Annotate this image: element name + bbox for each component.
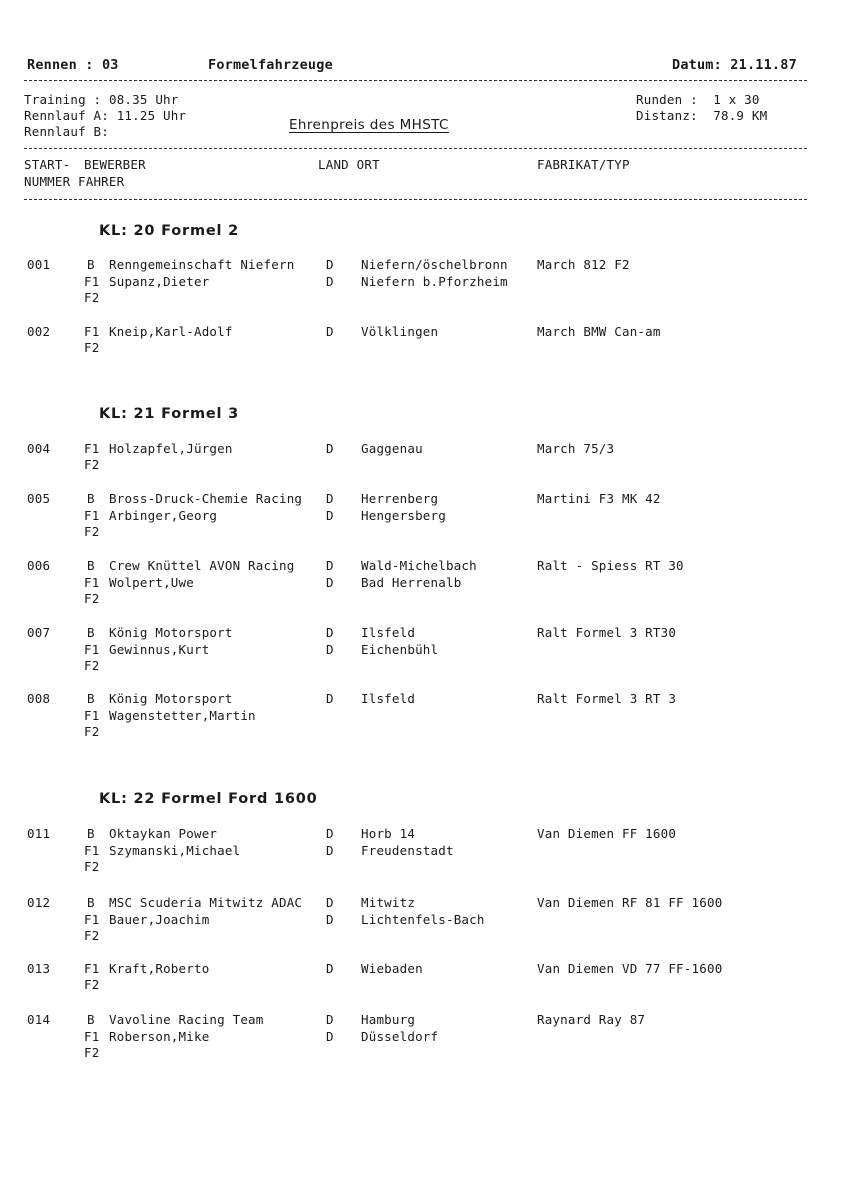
driver-name: Gewinnus,Kurt	[109, 642, 210, 657]
car-make-type: Ralt Formel 3 RT 3	[537, 691, 677, 706]
driver-name: Kraft,Roberto	[109, 961, 210, 976]
entrant-name: Renngemeinschaft Niefern	[109, 257, 295, 272]
car-make-type: Ralt - Spiess RT 30	[537, 558, 684, 573]
car-make-type: Raynard Ray 87	[537, 1012, 646, 1027]
entrant-name: Oktaykan Power	[109, 826, 218, 841]
entrant-name: König Motorsport	[109, 625, 233, 640]
col-make-type: FABRIKAT/TYP	[537, 157, 630, 172]
divider	[24, 199, 807, 200]
driver-name: Bauer,Joachim	[109, 912, 210, 927]
trophy-title: Ehrenpreis des MHSTC	[289, 117, 449, 133]
driver-country: D	[326, 961, 334, 976]
race-number: Rennen : 03	[27, 57, 119, 73]
driver-label: F1	[84, 274, 100, 289]
laps: Runden : 1 x 30	[636, 92, 760, 107]
entrant-place: Hamburg	[361, 1012, 416, 1027]
start-number: 002	[27, 324, 51, 339]
driver-label: F1	[84, 912, 100, 927]
start-number: 006	[27, 558, 51, 573]
start-number: 012	[27, 895, 51, 910]
col-driver: FAHRER	[78, 174, 125, 189]
entrant-place: Ilsfeld	[361, 625, 416, 640]
entrant-name: Vavoline Racing Team	[109, 1012, 264, 1027]
driver-place: Wiebaden	[361, 961, 423, 976]
race-date: Datum: 21.11.87	[672, 57, 797, 73]
entrant-country: D	[326, 826, 334, 841]
start-number: 008	[27, 691, 51, 706]
driver-country: D	[326, 843, 334, 858]
start-number: 001	[27, 257, 51, 272]
entrant-country: D	[326, 625, 334, 640]
second-driver-label: F2	[84, 591, 100, 606]
entrant-country: D	[326, 691, 334, 706]
driver-place: Freudenstadt	[361, 843, 454, 858]
start-number: 013	[27, 961, 51, 976]
driver-country: D	[326, 324, 334, 339]
entrant-country: D	[326, 491, 334, 506]
col-start-2: NUMMER	[24, 174, 71, 189]
run-a-time: Rennlauf A: 11.25 Uhr	[24, 108, 187, 123]
class-heading: KL: 20 Formel 2	[99, 223, 240, 239]
driver-place: Hengersberg	[361, 508, 446, 523]
entrant-name: Crew Knüttel AVON Racing	[109, 558, 295, 573]
divider	[24, 148, 807, 149]
driver-name: Wagenstetter,Martin	[109, 708, 256, 723]
driver-label: F1	[84, 642, 100, 657]
second-driver-label: F2	[84, 1045, 100, 1060]
start-number: 005	[27, 491, 51, 506]
entrant-place: Wald-Michelbach	[361, 558, 477, 573]
entrant-place: Mitwitz	[361, 895, 416, 910]
start-number: 004	[27, 441, 51, 456]
driver-place: Eichenbühl	[361, 642, 439, 657]
car-make-type: March BMW Can-am	[537, 324, 661, 339]
second-driver-label: F2	[84, 658, 100, 673]
driver-label: F1	[84, 575, 100, 590]
driver-place: Düsseldorf	[361, 1029, 439, 1044]
col-country-place: LAND ORT	[318, 157, 380, 172]
driver-place: Gaggenau	[361, 441, 423, 456]
entrant-label: B	[87, 1012, 95, 1027]
entrant-label: B	[87, 257, 95, 272]
car-make-type: Van Diemen VD 77 FF-1600	[537, 961, 723, 976]
driver-label: F1	[84, 961, 100, 976]
distance: Distanz: 78.9 KM	[636, 108, 768, 123]
entrant-place: Horb 14	[361, 826, 416, 841]
entrant-country: D	[326, 895, 334, 910]
race-title: Formelfahrzeuge	[208, 57, 333, 73]
start-number: 007	[27, 625, 51, 640]
car-make-type: Van Diemen FF 1600	[537, 826, 677, 841]
entrant-place: Herrenberg	[361, 491, 439, 506]
driver-label: F1	[84, 843, 100, 858]
driver-name: Kneip,Karl-Adolf	[109, 324, 233, 339]
driver-label: F1	[84, 508, 100, 523]
second-driver-label: F2	[84, 290, 100, 305]
driver-country: D	[326, 642, 334, 657]
entrant-place: Niefern/öschelbronn	[361, 257, 508, 272]
driver-label: F1	[84, 708, 100, 723]
entrant-country: D	[326, 257, 334, 272]
driver-country: D	[326, 274, 334, 289]
entrant-label: B	[87, 691, 95, 706]
driver-name: Holzapfel,Jürgen	[109, 441, 233, 456]
entrant-label: B	[87, 625, 95, 640]
driver-place: Bad Herrenalb	[361, 575, 462, 590]
training-time: Training : 08.35 Uhr	[24, 92, 179, 107]
entrant-label: B	[87, 826, 95, 841]
car-make-type: Van Diemen RF 81 FF 1600	[537, 895, 723, 910]
class-heading: KL: 22 Formel Ford 1600	[99, 791, 318, 807]
entrant-country: D	[326, 1012, 334, 1027]
entrant-name: Bross-Druck-Chemie Racing	[109, 491, 303, 506]
driver-label: F1	[84, 441, 100, 456]
run-b-time: Rennlauf B:	[24, 124, 109, 139]
entrant-label: B	[87, 491, 95, 506]
start-number: 011	[27, 826, 51, 841]
entrant-label: B	[87, 895, 95, 910]
car-make-type: March 812 F2	[537, 257, 630, 272]
second-driver-label: F2	[84, 724, 100, 739]
car-make-type: Ralt Formel 3 RT30	[537, 625, 677, 640]
start-number: 014	[27, 1012, 51, 1027]
second-driver-label: F2	[84, 977, 100, 992]
entrant-place: Ilsfeld	[361, 691, 416, 706]
driver-country: D	[326, 912, 334, 927]
entrant-label: B	[87, 558, 95, 573]
car-make-type: March 75/3	[537, 441, 615, 456]
second-driver-label: F2	[84, 524, 100, 539]
second-driver-label: F2	[84, 340, 100, 355]
driver-country: D	[326, 575, 334, 590]
entrant-name: König Motorsport	[109, 691, 233, 706]
second-driver-label: F2	[84, 928, 100, 943]
class-heading: KL: 21 Formel 3	[99, 406, 240, 422]
driver-place: Lichtenfels-Bach	[361, 912, 485, 927]
driver-name: Roberson,Mike	[109, 1029, 210, 1044]
driver-country: D	[326, 1029, 334, 1044]
driver-country: D	[326, 441, 334, 456]
divider	[24, 80, 807, 81]
second-driver-label: F2	[84, 859, 100, 874]
driver-country: D	[326, 508, 334, 523]
driver-name: Wolpert,Uwe	[109, 575, 194, 590]
second-driver-label: F2	[84, 457, 100, 472]
col-start-1: START-	[24, 157, 71, 172]
entrant-country: D	[326, 558, 334, 573]
driver-place: Niefern b.Pforzheim	[361, 274, 508, 289]
driver-name: Szymanski,Michael	[109, 843, 241, 858]
entrant-name: MSC Scuderia Mitwitz ADAC	[109, 895, 303, 910]
driver-label: F1	[84, 324, 100, 339]
driver-place: Völklingen	[361, 324, 439, 339]
driver-label: F1	[84, 1029, 100, 1044]
car-make-type: Martini F3 MK 42	[537, 491, 661, 506]
driver-name: Supanz,Dieter	[109, 274, 210, 289]
col-entrant: BEWERBER	[84, 157, 146, 172]
driver-name: Arbinger,Georg	[109, 508, 218, 523]
